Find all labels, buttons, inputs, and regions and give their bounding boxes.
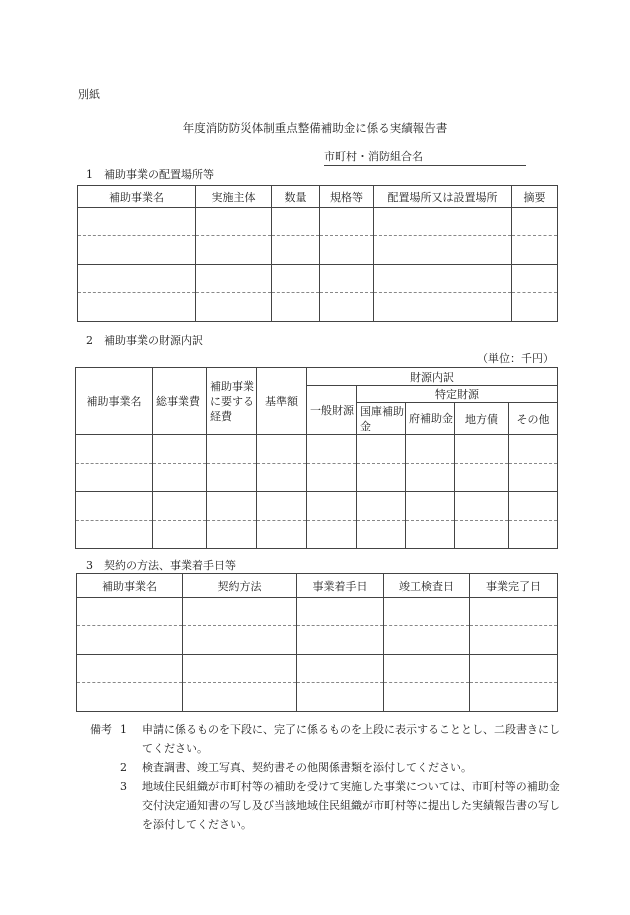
note-text: 申請に係るものを下段に、完了に係るものを上段に表示することとし、二段書きにしてください。 <box>142 723 560 755</box>
table-cell[interactable] <box>455 492 509 521</box>
section3-heading: 3 契約の方法、事業着手日等 <box>86 559 236 572</box>
table-header-row <box>77 574 558 598</box>
table-cell[interactable] <box>183 626 297 655</box>
contract-table <box>76 573 558 712</box>
col-contract-method: 契約方法 <box>183 574 297 598</box>
table-cell[interactable] <box>509 521 558 549</box>
col-other: その他 <box>509 403 558 435</box>
table-cell[interactable] <box>406 521 455 549</box>
table-cell[interactable] <box>183 655 297 683</box>
table-cell[interactable] <box>77 626 183 655</box>
col-location: 配置場所又は設置場所 <box>374 186 512 208</box>
table-cell[interactable] <box>455 464 509 492</box>
col-general-fund: 一般財源 <box>307 386 357 435</box>
table-cell[interactable] <box>297 626 384 655</box>
note-item <box>120 777 560 834</box>
table-cell[interactable] <box>153 435 207 464</box>
table-cell[interactable] <box>307 492 357 521</box>
table-cell[interactable] <box>320 265 374 293</box>
table-cell[interactable] <box>257 435 307 464</box>
table-cell[interactable] <box>320 208 374 236</box>
table-cell[interactable] <box>78 293 196 322</box>
table-cell[interactable] <box>357 464 406 492</box>
note-item <box>120 758 560 777</box>
table-cell[interactable] <box>196 236 272 265</box>
table-cell[interactable] <box>374 236 512 265</box>
table-cell[interactable] <box>384 598 470 626</box>
table-cell[interactable] <box>153 464 207 492</box>
note-item <box>120 720 560 758</box>
table-cell[interactable] <box>470 683 558 712</box>
table-cell[interactable] <box>77 655 183 683</box>
table-header-row <box>78 186 558 208</box>
table-cell[interactable] <box>272 208 320 236</box>
table-cell[interactable] <box>207 492 257 521</box>
table-row <box>78 293 558 322</box>
col-required-cost: 補助事業に要する経費 <box>207 368 257 435</box>
table-cell[interactable] <box>297 683 384 712</box>
note-text: 地域住民組織が市町村等の補助を受けて実施した事業については、市町村等の補助金交付決定通知書の写し及び当該地域住民組織が市町村等に提出した実績報告書の写しを添付してください。 <box>142 780 560 831</box>
table-cell[interactable] <box>183 683 297 712</box>
unit-label: （単位：千円） <box>477 352 554 365</box>
table-row <box>77 626 558 655</box>
table-cell[interactable] <box>320 293 374 322</box>
table-cell[interactable] <box>406 435 455 464</box>
table-cell[interactable] <box>384 683 470 712</box>
table-cell[interactable] <box>297 598 384 626</box>
table-row <box>77 683 558 712</box>
note-number: 2 <box>120 761 127 774</box>
col-standard-amount: 基準額 <box>257 368 307 435</box>
table-cell[interactable] <box>455 521 509 549</box>
table-cell[interactable] <box>374 265 512 293</box>
table-cell[interactable] <box>78 236 196 265</box>
note-number: 1 <box>120 723 127 736</box>
col-quantity: 数量 <box>272 186 320 208</box>
table-header-row <box>76 368 558 386</box>
table-cell[interactable] <box>76 492 153 521</box>
page-title: 年度消防防災体制重点整備補助金に係る実績報告書 <box>182 121 448 135</box>
table-cell[interactable] <box>207 521 257 549</box>
col-project-name: 補助事業名 <box>76 368 153 435</box>
table-cell[interactable] <box>509 464 558 492</box>
table-cell[interactable] <box>384 655 470 683</box>
col-project-name: 補助事業名 <box>78 186 196 208</box>
org-name-field <box>324 148 526 166</box>
col-prefectural-subsidy: 府補助金 <box>406 403 455 435</box>
note-number: 3 <box>120 780 127 793</box>
table-row <box>76 464 558 492</box>
table-cell[interactable] <box>207 464 257 492</box>
table-row <box>76 435 558 464</box>
table-cell[interactable] <box>509 492 558 521</box>
table-cell[interactable] <box>512 265 558 293</box>
table-cell[interactable] <box>272 265 320 293</box>
table-cell[interactable] <box>357 492 406 521</box>
table-cell[interactable] <box>183 598 297 626</box>
table-cell[interactable] <box>257 521 307 549</box>
table-cell[interactable] <box>512 236 558 265</box>
table-row <box>78 208 558 236</box>
table-cell[interactable] <box>374 293 512 322</box>
table-row <box>76 492 558 521</box>
col-specific-fund: 特定財源 <box>357 386 558 403</box>
table-cell[interactable] <box>76 521 153 549</box>
table-cell[interactable] <box>77 683 183 712</box>
table-cell[interactable] <box>76 435 153 464</box>
table-cell[interactable] <box>297 655 384 683</box>
table-cell[interactable] <box>374 208 512 236</box>
table-row <box>78 265 558 293</box>
table-cell[interactable] <box>512 208 558 236</box>
attachment-label: 別紙 <box>78 88 100 101</box>
col-local-bond: 地方債 <box>455 403 509 435</box>
table-cell[interactable] <box>272 293 320 322</box>
table-cell[interactable] <box>512 293 558 322</box>
section1-heading: 1 補助事業の配置場所等 <box>86 168 214 181</box>
table-cell[interactable] <box>320 236 374 265</box>
table-row <box>78 236 558 265</box>
col-total-cost: 総事業費 <box>153 368 207 435</box>
org-name-label: 市町村・消防組合名 <box>324 150 423 163</box>
table-cell[interactable] <box>455 435 509 464</box>
table-cell[interactable] <box>307 464 357 492</box>
col-completion-date: 事業完了日 <box>470 574 558 598</box>
col-funding-breakdown: 財源内訳 <box>307 368 558 386</box>
section2-heading: 2 補助事業の財源内訳 <box>86 334 203 347</box>
table-cell[interactable] <box>257 464 307 492</box>
table-cell[interactable] <box>76 464 153 492</box>
table-cell[interactable] <box>153 521 207 549</box>
table-cell[interactable] <box>470 626 558 655</box>
table-cell[interactable] <box>196 265 272 293</box>
col-implementer: 実施主体 <box>196 186 272 208</box>
table-cell[interactable] <box>357 521 406 549</box>
table-cell[interactable] <box>307 521 357 549</box>
table-cell[interactable] <box>470 598 558 626</box>
table-cell[interactable] <box>406 492 455 521</box>
table-cell[interactable] <box>357 435 406 464</box>
notes-section <box>90 720 560 834</box>
table-cell[interactable] <box>257 492 307 521</box>
col-national-subsidy: 国庫補助金 <box>357 403 406 435</box>
col-remarks: 摘要 <box>512 186 558 208</box>
table-cell[interactable] <box>77 598 183 626</box>
table-cell[interactable] <box>384 626 470 655</box>
table-cell[interactable] <box>196 208 272 236</box>
col-project-name: 補助事業名 <box>77 574 183 598</box>
note-text: 検査調書、竣工写真、契約書その他関係書類を添付してください。 <box>142 761 472 774</box>
col-start-date: 事業着手日 <box>297 574 384 598</box>
col-specification: 規格等 <box>320 186 374 208</box>
table-cell[interactable] <box>196 293 272 322</box>
table-row <box>76 521 558 549</box>
notes-label: 備考 <box>90 723 112 736</box>
table-cell[interactable] <box>307 435 357 464</box>
table-cell[interactable] <box>406 464 455 492</box>
table-row <box>77 655 558 683</box>
table-row <box>77 598 558 626</box>
placement-table <box>77 185 558 322</box>
table-cell[interactable] <box>272 236 320 265</box>
table-cell[interactable] <box>78 265 196 293</box>
table-cell[interactable] <box>509 435 558 464</box>
table-cell[interactable] <box>153 492 207 521</box>
table-cell[interactable] <box>78 208 196 236</box>
table-cell[interactable] <box>470 655 558 683</box>
table-cell[interactable] <box>207 435 257 464</box>
funding-table <box>75 367 558 549</box>
col-inspection-date: 竣工検査日 <box>384 574 470 598</box>
